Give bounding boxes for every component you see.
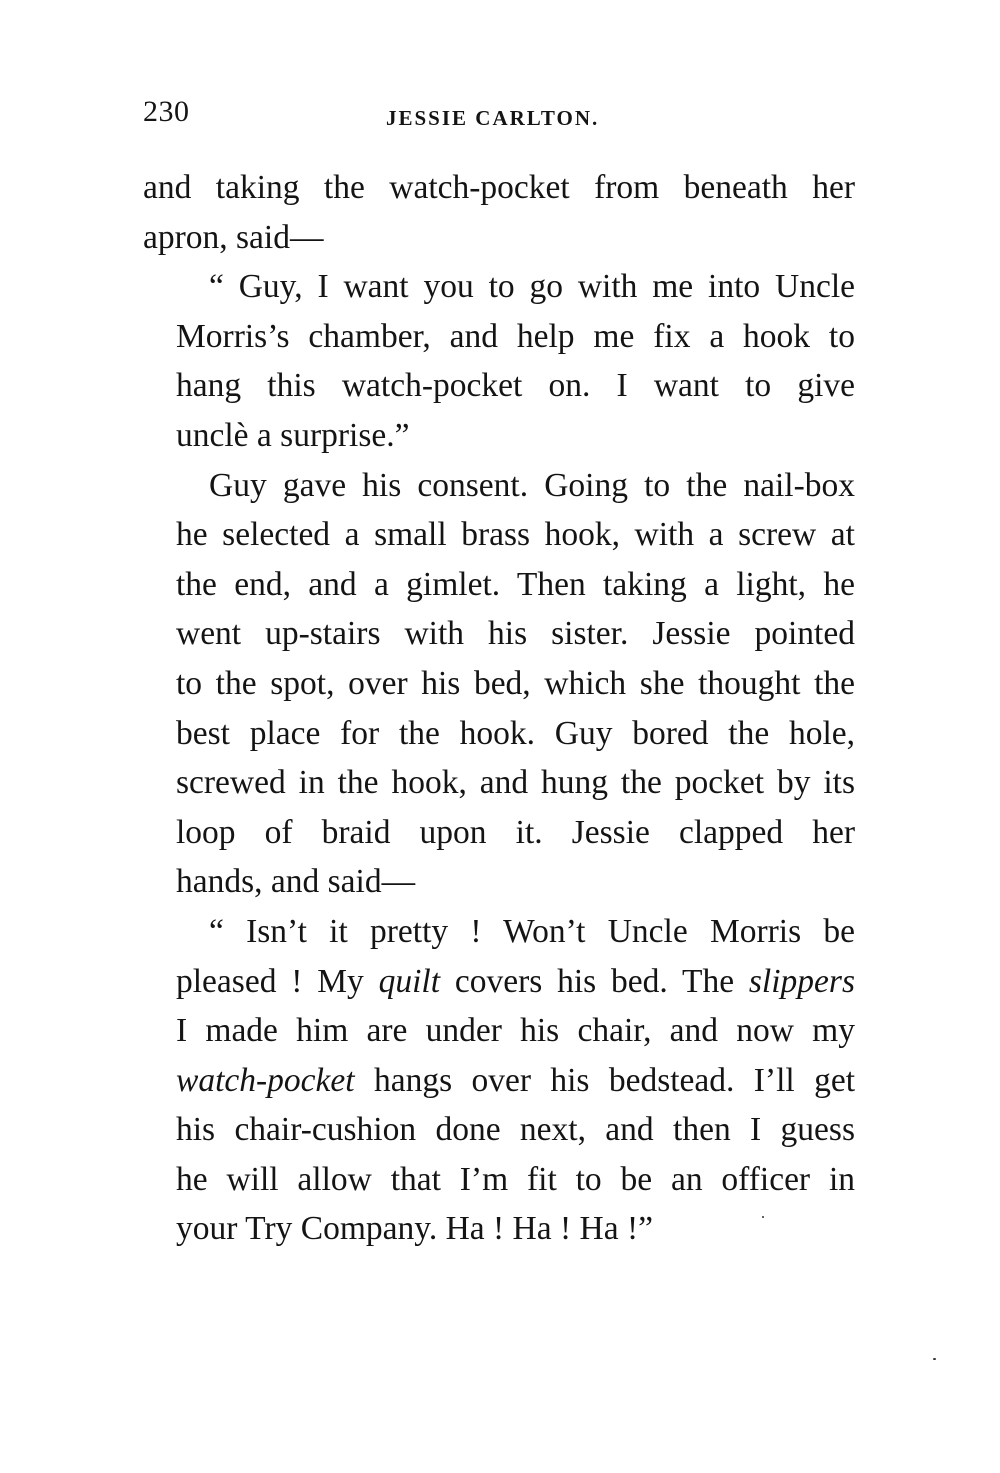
text-segment: pleased ! My: [176, 962, 379, 1000]
text-line: he will allow that I’m fit to be an officer in: [176, 1160, 855, 1198]
text-line: to the spot, over his bed, which she thought the: [176, 664, 855, 702]
text-line: hang this watch-pocket on. I want to give: [176, 367, 855, 405]
text-line: best place for the hook. Guy bored the hole,: [176, 714, 855, 752]
text-line: screwed in the hook, and hung the pocket by its: [176, 764, 855, 802]
text-line: Morris’s chamber, and help me fix a hook to: [176, 317, 855, 355]
text-line: unclè a surprise.”: [176, 416, 410, 454]
text-line: “ Guy, I want you to go with me into Uncle: [209, 268, 855, 306]
text-line: the end, and a gimlet. Then taking a light, he: [176, 565, 855, 603]
text-line: [143, 1056, 855, 1106]
text-line: Guy gave his consent. Going to the nail-box: [209, 466, 855, 504]
italic-word: quilt: [378, 962, 441, 1000]
text-line: apron, said—: [143, 218, 324, 256]
text-segment: covers his bed. The: [440, 962, 749, 1000]
ink-speck: [933, 1358, 936, 1360]
paragraph: [143, 461, 855, 907]
page-number: 230: [143, 95, 190, 128]
text-line: “ Isn’t it pretty ! Won’t Uncle Morris be: [209, 912, 855, 950]
text-line: [143, 957, 855, 1007]
italic-word: watch-pocket: [176, 1061, 355, 1099]
paragraph: [143, 262, 855, 460]
text-line: he selected a small brass hook, with a screw at: [176, 516, 855, 554]
body-text: [143, 163, 855, 1254]
italic-word: slippers: [748, 962, 855, 1000]
text-line: hands, and said—: [176, 863, 416, 901]
text-segment: hangs over his bedstead. I’ll get: [354, 1061, 855, 1099]
running-title: JESSIE CARLTON.: [386, 106, 600, 130]
paragraph: [143, 907, 855, 1254]
paragraph: [143, 163, 855, 262]
text-line: loop of braid upon it. Jessie clapped her: [176, 813, 855, 851]
text-line: went up-stairs with his sister. Jessie pointed: [176, 615, 855, 653]
text-line: I made him are under his chair, and now my: [176, 1012, 855, 1050]
text-line: his chair-cushion done next, and then I guess: [176, 1111, 855, 1149]
ink-speck: [762, 1216, 764, 1218]
text-line: and taking the watch-pocket from beneath her: [143, 169, 855, 206]
text-line: your Try Company. Ha ! Ha ! Ha !”: [176, 1210, 653, 1248]
